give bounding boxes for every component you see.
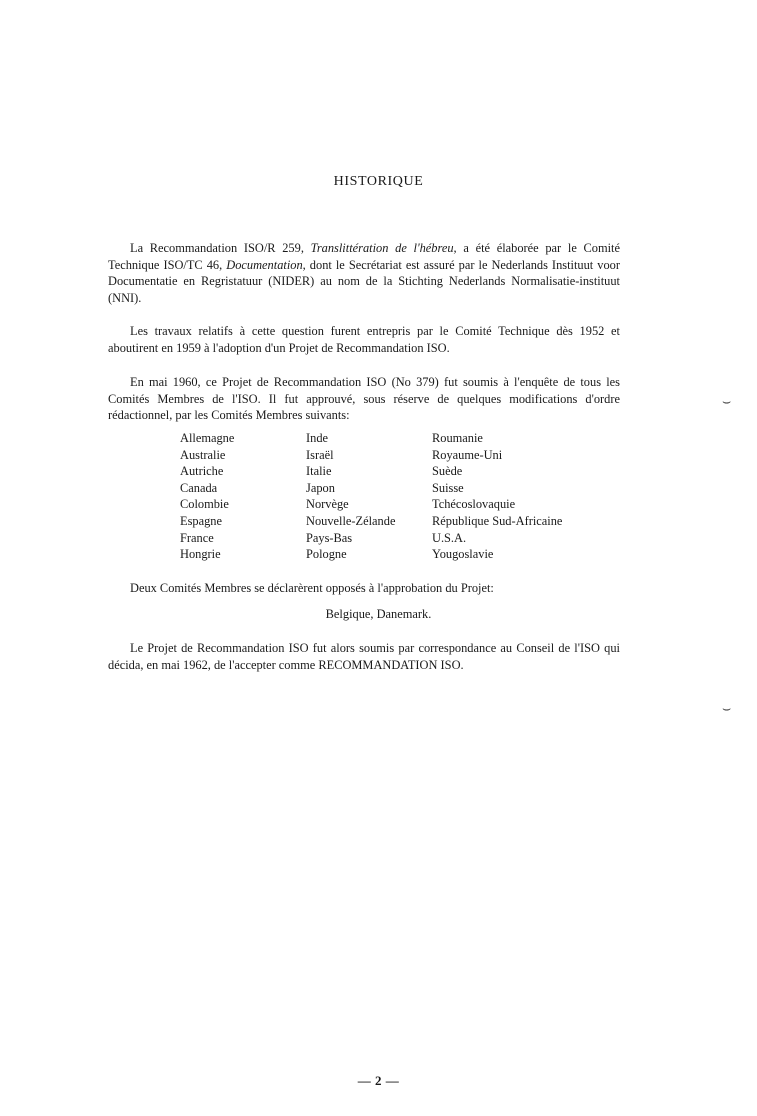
paragraph-opposition: Deux Comités Membres se déclarèrent opposés à l'approbation du Projet: <box>130 581 494 595</box>
member-country: Australie <box>180 447 226 462</box>
member-country: Pays-Bas <box>306 530 353 545</box>
member-country: Colombie <box>180 497 229 512</box>
opposed-members: Belgique, Danemark. <box>325 607 432 621</box>
members-column-3 <box>432 430 562 563</box>
members-column-1 <box>180 430 234 563</box>
paragraph-work-history: Les travaux relatifs à cette question furent entrepris par le Comité Technique dès 1952 et aboutirent en 1959 à l'adoption d'un Projet de Recommandation ISO. <box>108 324 620 355</box>
page-number: — 2 — <box>357 1073 400 1088</box>
paragraph-origin <box>108 240 620 306</box>
paragraph-origin-text-a: La Recommandation ISO/R 259, <box>130 241 311 255</box>
member-country: Israël <box>306 447 334 462</box>
committee-name: Documentation, <box>226 257 306 272</box>
member-country: Pologne <box>306 547 347 562</box>
margin-mark: ⌣ <box>722 395 732 410</box>
member-country: France <box>180 530 214 545</box>
paragraph-approval: Le Projet de Recommandation ISO fut alors soumis par correspondance au Conseil de l'ISO qui décida, en mai 1962, de l'accepter comme RECOMMANDATION ISO. <box>108 641 620 672</box>
member-country: Canada <box>180 480 218 495</box>
approving-members-list <box>180 430 630 570</box>
member-country: Italie <box>306 464 332 479</box>
member-country: Yougoslavie <box>432 547 494 562</box>
member-country: Autriche <box>180 464 224 479</box>
member-country: Allemagne <box>180 431 235 445</box>
member-country: Roumanie <box>432 431 483 445</box>
paragraph-origin-text-c: dont le Secrétariat est assuré par le Nederlands Instituut voor Documentatie en Regristatuur (NIDER) au nom de la Stichting Nederlands Normalisatie-instituut (NNI). <box>108 257 620 305</box>
member-country: République Sud-Africaine <box>432 513 563 528</box>
paragraph-enquiry: En mai 1960, ce Projet de Recommandation ISO (No 379) fut soumis à l'enquête de tous les Comités Membres de l'ISO. Il fut approuvé, sous réserve de quelques modifications d'ordre rédactionnel, par les Comités Membres suivants: <box>108 375 620 423</box>
paragraph-origin-text-b: a été élaborée par le Comité Technique ISO/TC 46, <box>108 241 621 272</box>
member-country: Espagne <box>180 513 222 528</box>
member-country: Royaume-Uni <box>432 447 503 462</box>
margin-mark: ⌣ <box>722 702 732 717</box>
member-country: U.S.A. <box>432 530 467 545</box>
member-country: Norvège <box>306 497 349 512</box>
page-title: HISTORIQUE <box>333 174 424 189</box>
member-country: Suisse <box>432 480 464 495</box>
recommendation-title: Translittération de l'hébreu, <box>310 241 457 255</box>
member-country: Suède <box>432 464 463 479</box>
members-column-2 <box>306 430 395 563</box>
member-country: Hongrie <box>180 547 221 562</box>
member-country: Nouvelle-Zélande <box>306 513 396 528</box>
member-country: Inde <box>306 431 329 445</box>
member-country: Tchécoslovaquie <box>432 497 516 512</box>
member-country: Japon <box>306 480 335 495</box>
